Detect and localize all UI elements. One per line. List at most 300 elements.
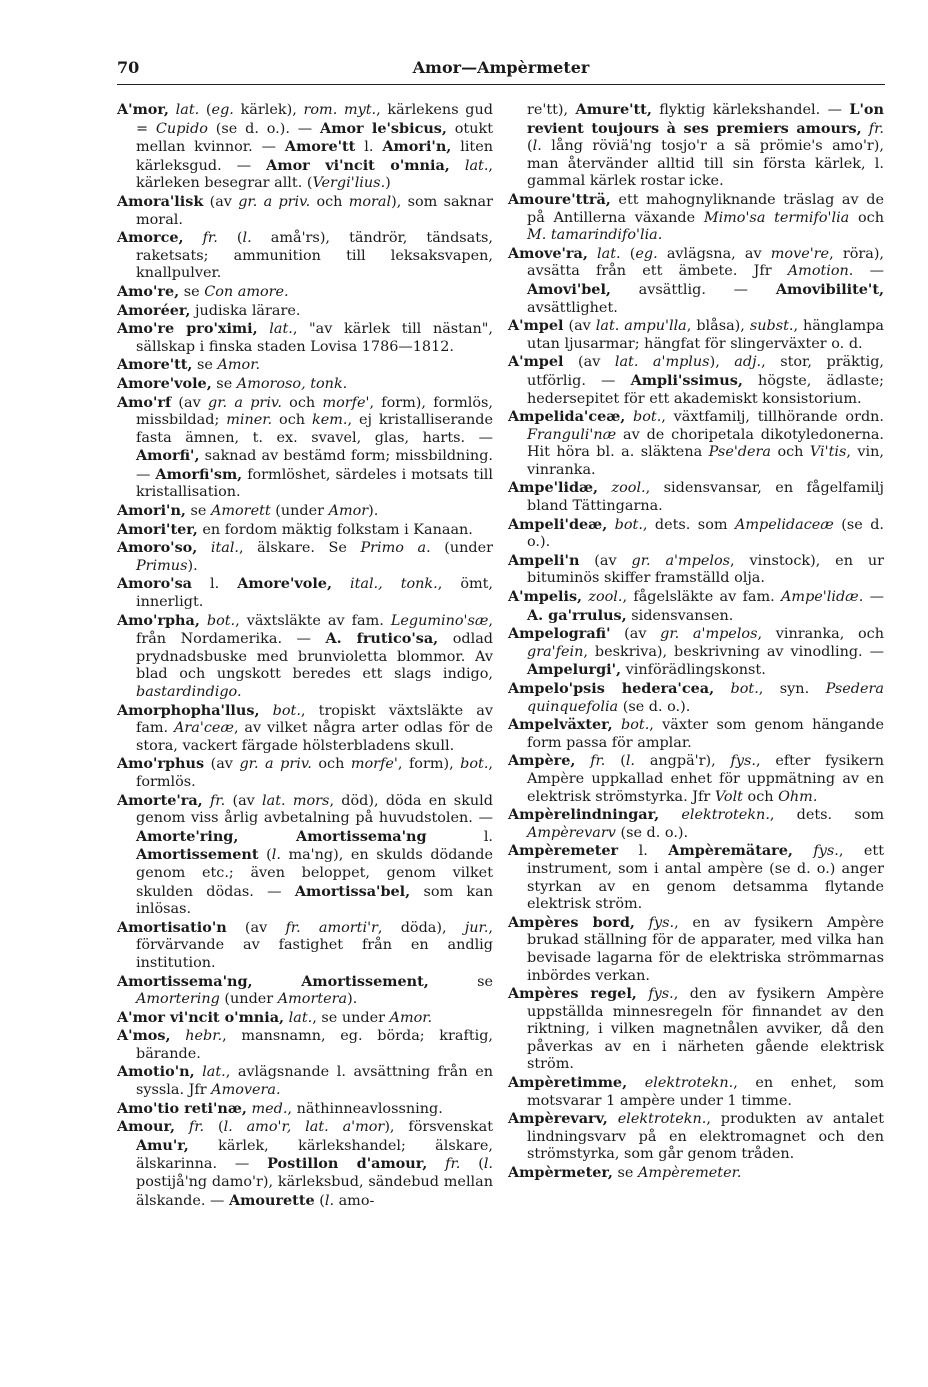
headword: Amorfi'sm, [155, 465, 243, 483]
headword: Ampelurgi', [527, 661, 622, 679]
entry-text: högste, ädlaste; hedersepitet för ett akademiskt konsistorium. [527, 372, 884, 407]
dictionary-entry [508, 552, 884, 588]
italic-term: fys. [813, 843, 839, 860]
entry-text: , ömt, innerligt. [136, 576, 493, 611]
headword: Ampèrevarv, [508, 1110, 608, 1128]
entry-text: (av [225, 792, 263, 809]
entry-text: ( [460, 1156, 484, 1173]
entry-text: , se under [312, 1009, 390, 1026]
dictionary-entry [117, 521, 493, 540]
italic-term: bot. [730, 681, 759, 697]
running-title: Amor—Ampèrmeter [412, 58, 590, 77]
headword: A'mor, [117, 101, 169, 118]
dictionary-entry [117, 973, 493, 1009]
italic-term: elektrotekn. [644, 1075, 734, 1092]
headword: Amore'tt, [117, 356, 193, 374]
headword: A'mor vi'ncit o'mnia, [117, 1008, 285, 1026]
dictionary-entry [508, 588, 884, 625]
entry-text: (av [171, 394, 209, 411]
entry-text [332, 576, 350, 592]
dictionary-entry [117, 1009, 493, 1028]
dictionary-entry [117, 502, 493, 521]
entry-text: , efter fysikern Ampère uppkallad enhet för uppmätning av en elektrisk strömstyrka. Jfr [527, 753, 885, 805]
entry-text: — [853, 263, 884, 280]
italic-term: Ampelidaceæ [734, 516, 834, 533]
entry-text: ( [527, 138, 533, 155]
entry-text: liten kärleksgud. — [136, 139, 493, 174]
headword: Ampe'lidæ, [508, 479, 599, 497]
entry-text: (av [563, 318, 596, 335]
headword: Ampeli'n [508, 551, 580, 569]
entry-text [200, 613, 207, 629]
dictionary-entry [117, 539, 493, 575]
dictionary-entry [117, 193, 493, 229]
entry-text: , förvärvande av fastighet från en andlig institution. [136, 919, 493, 971]
headword: Amore'vole, [237, 575, 332, 593]
headword: Amortissema'ng, Amortissement, [117, 972, 429, 990]
entry-text: odlad prydnadsbuske med brunvioletta blommor. Av blad och ungskott beredes ett slags indigo, [136, 631, 493, 683]
entry-text: amå'rs), tändrör, tändsats, raketsats; ammunition till leksaksvapen, knallpulver. [136, 230, 493, 282]
italic-term: Ampe'lidæ. [781, 589, 864, 606]
dictionary-entry [508, 985, 884, 1074]
dictionary-entry [117, 229, 493, 283]
entry-text: avsättlighet. [527, 299, 618, 316]
dictionary-entry [117, 612, 493, 702]
dictionary-entry [117, 283, 493, 302]
italic-term: Vi'tis [809, 444, 847, 461]
entry-text [659, 807, 681, 823]
entry-text [613, 717, 621, 733]
headword: Ampelografi' [508, 625, 611, 643]
header-rule [117, 84, 885, 85]
italic-term: elektrotekn. [681, 807, 770, 824]
entry-text: l. [426, 828, 493, 845]
entry-text: amo- [334, 1192, 375, 1209]
entry-text: otukt mellan kvinnor. — [136, 120, 493, 156]
headword: Amore'tt [284, 138, 356, 156]
entry-text [625, 409, 633, 425]
entry-text [427, 1156, 445, 1172]
italic-term: Ampèremeter. [637, 1165, 742, 1182]
headword: Amo'tio reti'næ, [117, 1099, 247, 1117]
italic-term: fr. [445, 1156, 461, 1173]
headword: L'on revient toujours à ses premiers amours, [527, 101, 884, 137]
entry-text: ( [605, 753, 626, 770]
dictionary-entry [508, 317, 884, 353]
entry-text: , ej kristalliserande fasta ämnen, t. ex. svavel, glas, harts. — [136, 412, 493, 446]
italic-term: Amortera [277, 991, 348, 1008]
headword: Ampères bord, [508, 913, 635, 931]
entry-text: se [192, 357, 218, 374]
entry-text [450, 158, 465, 174]
headword: Ampelida'ceæ, [508, 408, 626, 426]
dictionary-entry [117, 792, 493, 919]
italic-term: gr. a priv. [238, 193, 311, 210]
entry-text [575, 753, 590, 769]
headword: Amo'rphus [117, 755, 205, 773]
headword: Amu'r, [136, 1136, 189, 1154]
italic-term: gr. a priv. [208, 394, 282, 411]
entry-text: se [612, 1165, 638, 1182]
entry-text: , avlägsnande l. avsättning från en syssla. Jfr [136, 1064, 493, 1099]
italic-term: jur. [464, 919, 489, 936]
entry-text [588, 246, 597, 262]
entry-text: och [281, 394, 323, 411]
entry-text: ( [620, 245, 636, 262]
italic-term: lat. a'mplus [614, 354, 710, 371]
headword: Postillon d'amour, [267, 1155, 428, 1173]
entry-text [258, 321, 270, 337]
entry-text: , mansnamn, eg. börda; kraftig, bärande. [136, 1028, 493, 1062]
italic-term: lat. ampu'lla [595, 318, 687, 335]
headword: Amovibilite't, [775, 280, 884, 298]
entry-text [637, 986, 649, 1002]
italic-term: Ohm. [778, 788, 818, 805]
italic-term: fr. [590, 753, 606, 770]
dictionary-entry [117, 101, 493, 193]
headword: Amoréer, [117, 301, 191, 319]
dictionary-entry [508, 625, 884, 680]
dictionary-entry [117, 1027, 493, 1063]
entry-text: , växtfamilj, tillhörande ordn. [661, 409, 884, 426]
italic-term: hebr. [185, 1028, 223, 1045]
entry-text: ). [368, 503, 379, 520]
italic-term: bot. [206, 612, 236, 629]
italic-term: Psedera quinquefolia [527, 681, 884, 715]
italic-term: med. [251, 1100, 288, 1117]
entry-text: , dets. som [642, 516, 735, 533]
headword: Amo'rf [117, 393, 172, 411]
entry-text [627, 1075, 645, 1091]
headword: Ampères regel, [508, 985, 637, 1003]
entry-text: (se d. o.). [618, 698, 691, 715]
italic-term: gra'fein [527, 643, 584, 660]
entry-text: ), försvenskat [384, 1119, 493, 1136]
entry-text: (av [563, 354, 615, 371]
entry-text: (under [430, 540, 493, 557]
entry-text [607, 517, 614, 533]
entry-text: , kärleken besegrar allt. ( [136, 157, 493, 192]
headword: Amo're pro'ximi, [117, 320, 258, 338]
italic-term: Amovera. [211, 1082, 281, 1099]
headword: A. frutico'sa, [325, 630, 439, 648]
entry-text: , från Nordamerika. — [136, 612, 493, 648]
italic-term: kem. [311, 412, 348, 429]
italic-term: morfe' [350, 756, 398, 773]
entry-text: , hänglampa utan ljusarmar; hängfat för slingerväxter o. d. [527, 318, 884, 352]
italic-term: fys. [648, 914, 675, 931]
entry-text: kärlek), [233, 102, 304, 118]
entry-text: av de choripetala dikotyledonerna. Hit höra bl. a. släktena [527, 426, 884, 461]
entry-text: ). [347, 991, 358, 1008]
headword: Amortissement [136, 846, 259, 864]
entry-text [714, 681, 730, 697]
entry-text: ), som saknar moral. [136, 193, 493, 228]
dictionary-entry [117, 394, 493, 503]
entry-text: kärlek, kärlekshandel; älskare, älskarinna. — [136, 1137, 493, 1173]
entry-text: , älskare. Se [239, 540, 361, 557]
italic-term: bot. [614, 516, 643, 533]
entry-text: , döda), [377, 919, 465, 936]
headword: Amorte'ring, Amortissema'ng [136, 827, 427, 845]
italic-term: moral [348, 193, 392, 210]
headword: Amore'vole, [117, 374, 212, 392]
page-header [117, 58, 885, 82]
entry-text: (se d. o.). [615, 824, 689, 841]
italic-term: l. [324, 1192, 335, 1209]
italic-term: lat. [269, 321, 293, 338]
headword: Amotio'n, [117, 1063, 195, 1081]
italic-term: miner. [226, 412, 273, 429]
dictionary-entry [508, 752, 884, 806]
headword: Amortissa'bel, [294, 882, 411, 900]
headword: Amortisatio'n [117, 918, 227, 936]
entry-text: och [770, 444, 810, 461]
dictionary-entry [508, 914, 884, 985]
italic-term: bastardindigo. [136, 684, 242, 700]
italic-term: Volt [714, 788, 743, 805]
entry-text: ( [258, 847, 272, 864]
dictionary-entry [508, 1110, 884, 1164]
italic-term: fys. [648, 986, 674, 1003]
entry-text: se [185, 503, 211, 520]
entry-text: , den av fysikern Ampère uppställda minnesregeln för finnandet av den riktning, i vilken magnetnålen avviker, då den påverkas av en i närheten gående elektrisk ström. [527, 986, 884, 1073]
dictionary-entry [117, 1063, 493, 1099]
headword: Amourette [228, 1191, 315, 1209]
italic-term: Amorett [210, 503, 271, 520]
left-column [117, 101, 493, 1210]
entry-text: sidensvansen. [626, 607, 734, 624]
entry-text: (under [219, 991, 278, 1008]
italic-term: lat. mors [262, 792, 330, 809]
entry-text: , en enhet, som motsvarar 1 ampère under 1 timme. [527, 1075, 885, 1109]
dictionary-entry [508, 245, 884, 317]
dictionary-entry [508, 191, 884, 245]
headword: Ampli'ssimus, [630, 371, 743, 389]
entry-text: , dets. som [769, 807, 885, 824]
entry-text: som kan inlösas. [136, 883, 493, 918]
italic-term: lat. [464, 157, 489, 174]
italic-term: Primus [136, 557, 188, 574]
dictionary-entry [508, 516, 884, 552]
italic-term: Pse'dera [708, 444, 771, 461]
italic-term: Amor. [217, 357, 261, 374]
entry-text: , fågelsläkte av fam. [622, 589, 782, 606]
italic-term: Franguli'næ [527, 426, 617, 443]
entry-text: , vinranka, och [757, 626, 884, 643]
entry-text: re'tt), [527, 102, 576, 118]
dictionary-entry [508, 680, 884, 716]
italic-term: Amortering [136, 991, 220, 1008]
entry-text: flyktig kärlekshandel. — [651, 102, 850, 118]
entry-text [862, 121, 869, 137]
dictionary-entry [508, 842, 884, 913]
entry-text: ( [217, 230, 243, 247]
headword: A'mpelis, [508, 588, 583, 606]
headword: Ampelväxter, [508, 716, 613, 734]
entry-text [259, 703, 272, 719]
headword: Amori'n, [117, 502, 186, 520]
italic-term: lat. [288, 1009, 313, 1026]
entry-text [203, 793, 210, 809]
entry-text: ). [187, 557, 198, 574]
dictionary-entry [508, 806, 884, 842]
headword: Amorphopha'llus, [117, 701, 260, 719]
headword: Amor le'sbicus, [320, 119, 447, 137]
italic-term: fr. amorti'r [285, 919, 378, 936]
italic-term: Primo a. [360, 540, 431, 557]
entry-text: se [428, 973, 493, 990]
entry-text: ett mahognyliknande träslag av de på Antillerna växande [527, 191, 884, 226]
italic-term: Vergi'lius. [312, 175, 386, 192]
entry-text: se [179, 283, 205, 300]
headword: Ampère, [508, 752, 576, 770]
entry-text: , blåsa), [686, 318, 750, 335]
entry-text: ), [709, 354, 735, 371]
dictionary-entry [117, 375, 493, 394]
italic-term: bot. [460, 756, 489, 773]
entry-text: avlägsna, av [657, 245, 771, 262]
entry-text [169, 102, 176, 118]
entry-text: och [272, 412, 312, 429]
entry-text: , vinstock), en ur bituminös skiffer framställd olja. [527, 552, 884, 587]
italic-term: Amotion. [787, 263, 854, 280]
entry-text: , sidensvansar, en fågelfamilj bland Tättingarna. [527, 480, 884, 515]
entry-text: angpä'r), [635, 753, 731, 770]
right-column [508, 101, 884, 1183]
dictionary-entry [508, 716, 884, 752]
italic-term: fr. [188, 1119, 205, 1136]
entry-text [175, 1119, 189, 1135]
headword: Amorfi', [136, 447, 200, 465]
dictionary-entry [117, 1100, 493, 1119]
italic-term: l. amo'r, lat. a'mor [223, 1119, 385, 1136]
italic-term: bot. [272, 702, 301, 719]
italic-term: Ampèrevarv [527, 824, 616, 841]
entry-text: ( [204, 1119, 224, 1136]
entry-text: (se d. o.). — [207, 120, 321, 137]
headword: Ampèretimme, [508, 1074, 628, 1092]
entry-text [171, 1028, 186, 1044]
entry-text: en fordom mäktig folkstam i Kanaan. [197, 521, 473, 538]
italic-term: Mimo'sa termifo'lia [703, 209, 850, 226]
italic-term: l. [625, 753, 636, 770]
headword: Amorte'ra, [117, 791, 203, 809]
entry-text: , näthinneavlossning. [287, 1100, 443, 1117]
entry-text: avsättlig. — [610, 281, 776, 298]
italic-term: lat. [597, 245, 621, 262]
entry-text: och [310, 193, 349, 210]
italic-term: l. [242, 230, 252, 247]
entry-text: och [742, 788, 779, 805]
italic-term: l. [483, 1156, 493, 1173]
italic-term: bot. [633, 409, 662, 426]
entry-text: — [863, 589, 884, 606]
dictionary-entry [117, 356, 493, 375]
italic-term: fr. [209, 792, 226, 809]
entry-text: l. [618, 843, 669, 860]
headword: Amo're, [117, 282, 180, 300]
entry-text [635, 915, 649, 931]
dictionary-entry [508, 1164, 884, 1183]
entry-text [608, 1111, 618, 1127]
italic-term: Amor. [389, 1009, 433, 1026]
italic-term: l. [532, 138, 542, 155]
headword: Amoure'tträ, [508, 190, 611, 208]
entry-text: , beskriva), beskrivning av vinodling. — [583, 643, 884, 660]
italic-term: Amoroso, tonk. [236, 375, 348, 392]
italic-term: fr. [868, 120, 884, 137]
headword: Amora'lisk [117, 192, 204, 210]
dictionary-entry [117, 1118, 493, 1210]
italic-term: subst. [749, 318, 794, 335]
dictionary-entry [117, 320, 493, 356]
entry-text: ) [385, 175, 391, 192]
italic-term: Leguminо'sæ [390, 612, 489, 629]
entry-text: lång röviä'ng tosjo'r a sä prömie's amo'r), man återvänder alltid till sin första kärlek, l. gammal kärlek rostar icke. [527, 138, 884, 190]
italic-term: Cupido [155, 120, 208, 137]
entry-continuation [508, 101, 884, 191]
entry-text: , vin, vinranka. [527, 444, 884, 478]
italic-term: Ara'ceæ [174, 720, 234, 737]
entry-text: l. [355, 139, 383, 156]
dictionary-entry [508, 1074, 884, 1110]
entry-text [197, 540, 211, 556]
entry-text: , en av fysikern Ampère brukad ställning för de apparater, med vilka han bevisade lagarna för de elektriska strömmarnas inbördes verkan. [527, 914, 884, 984]
entry-text [184, 230, 203, 246]
italic-term: zool. [588, 589, 623, 606]
italic-term: bot. [621, 717, 650, 734]
headword: A. ga'rrulus, [527, 606, 627, 624]
headword: Amovi'bel, [527, 280, 611, 298]
entry-text: (se d. o.). [527, 516, 885, 551]
entry-text: (av [204, 756, 240, 773]
italic-term: gr. a priv. [239, 756, 312, 773]
entry-text: , växter som genom hängande form passa för amplar. [527, 717, 885, 751]
italic-term: fys. [730, 753, 756, 770]
headword: Amoro'so, [117, 539, 198, 557]
entry-text: , kärlekens gud = [136, 102, 493, 137]
italic-term: rom. myt. [303, 102, 377, 118]
dictionary-entry [508, 479, 884, 515]
entry-text: formlöshet, särdeles i motsats till kristallisation. [136, 466, 493, 501]
entry-text: ma'ng), en skulds dödande genom etc.; även beloppet, genom vilket skulden dödas. — [136, 847, 493, 900]
dictionary-entry [117, 575, 493, 611]
headword: Ampeli'deæ, [508, 515, 608, 533]
entry-text: saknad av bestämd form; missbildning. — [136, 448, 493, 483]
headword: A'mpel [508, 353, 564, 371]
entry-text: (av [610, 626, 661, 643]
italic-term: lat. [175, 102, 200, 118]
italic-term: ital. [210, 540, 240, 557]
italic-term: lat. [202, 1064, 226, 1081]
headword: Amo'rpha, [117, 611, 200, 629]
entry-text: , växtsläkte av fam. [235, 612, 391, 629]
entry-text: l. [192, 576, 238, 593]
headword: Amori'ter, [117, 520, 198, 538]
headword: Amorce, [117, 229, 184, 247]
entry-text: , tropiskt växtsläkte av fam. [136, 702, 493, 737]
dictionary-entry [508, 353, 884, 408]
entry-text: postijå'ng damo'r), kärleksbud, sändebud mellan älskande. — [136, 1174, 493, 1209]
headword: Amoro'sa [117, 575, 193, 593]
headword: Amour, [117, 1118, 175, 1136]
entry-text: (av [203, 193, 239, 210]
dictionary-entry [117, 302, 493, 321]
entry-text: , av vilket några arter odlas för de stora, vackert färgade hölsterbladens skull. [136, 720, 493, 754]
entry-text: , "av kärlek till nästan", sällskap i finska staden Lovisa 1786—1812. [136, 321, 493, 355]
italic-term: elektrotekn. [617, 1111, 707, 1128]
